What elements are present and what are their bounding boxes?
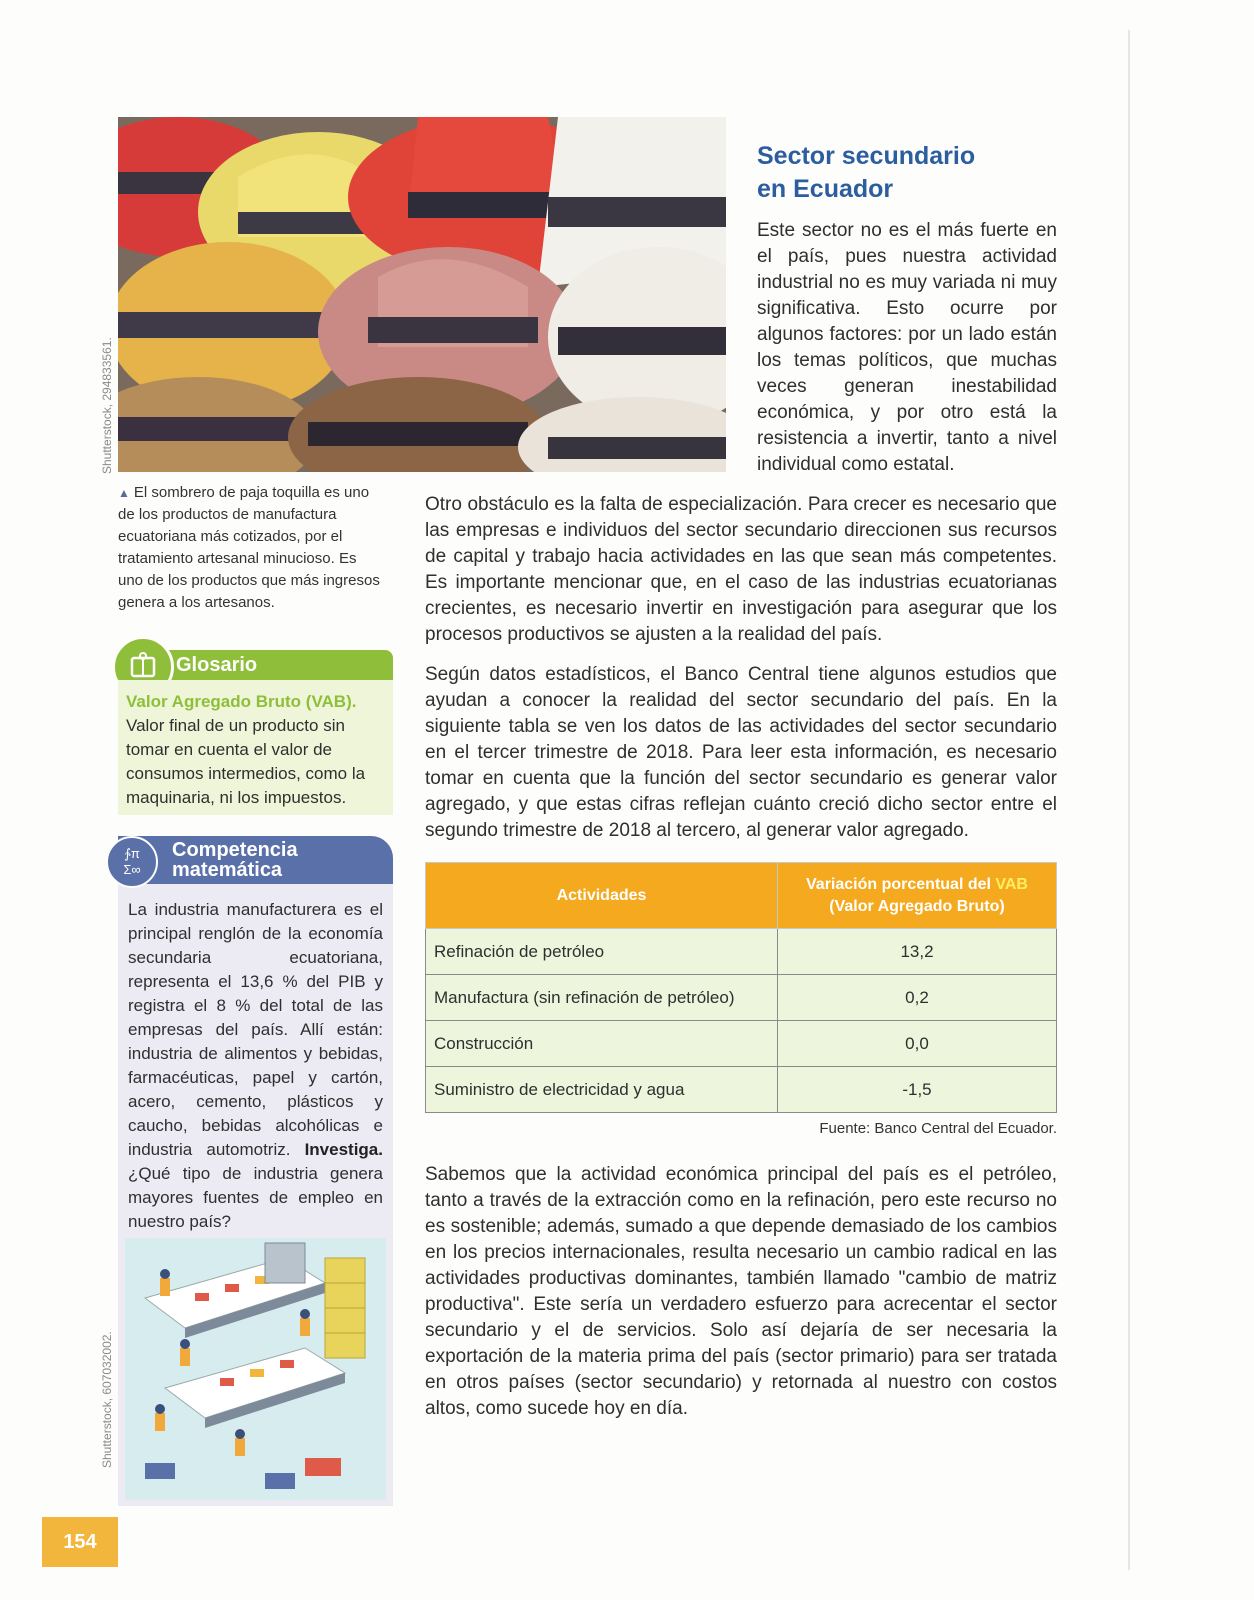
caption-triangle-icon: ▲ [118,486,130,500]
glossary-body [118,680,393,815]
page-number: 154 [42,1517,118,1567]
competencia-title: Competencia matemática [172,839,298,881]
glossary-definition: Valor final de un producto sin tomar en cuenta el valor de consumos intermedios, como la maquinaria, ni los impuestos. [126,716,366,807]
vab-table [425,862,1057,1113]
table-row [426,929,1057,975]
page-edge-line [1128,30,1130,1570]
paragraph-1: Este sector no es el más fuerte en el país, pues nuestra actividad industrial no es muy variada ni muy significativa. Esto ocurre por algunos factores: por un lado están los temas políticos, que muchas veces generan inestabilidad económica, y por otro está la resistencia a invertir, tanto a nivel individual como estatal. [757,220,1057,475]
activity-cell: Refinación de petróleo [426,929,778,975]
math-symbols-icon: ∱π Σ∞ [106,836,158,888]
competencia-text: La industria manufacturera es el principal renglón de la economía secundaria ecuatoriana, representa el 13,6 % del PIB y registra el 8 % del total de las empresas del país. Allí están: industria de alimentos y bebidas, farmacéuticas, papel y cartón, acero, cemento, plásticos y caucho, bebidas alcohólicas e industria automotriz. Investiga. ¿Qué tipo de industria genera mayores fuentes de empleo en nuestro país? [128,900,383,1231]
table-header-row [426,863,1057,929]
hats-photo [118,117,726,472]
value-cell: 0,0 [778,1021,1057,1067]
header-activities: Actividades [426,863,778,929]
value-cell: -1,5 [778,1067,1057,1113]
paragraph-4: Sabemos que la actividad económica principal del país es el petróleo, tanto a través de la extracción como en la refinación, pero este recurso no es sostenible; además, sumado a que depende demasiado de los cambios en los precios internacionales, resulta necesario un cambio radical en las actividades productivas dominantes, también llamado "cambio de matriz productiva". Este sería un verdadero esfuerzo para acrecentar el sector secundario y el de servicios. Solo así dejaría de ser necesaria la exportación de la materia prima del país (sector primario) para ser tratada en otros países (sector secundario) y retornada al nuestro con costos altos, como sucede hoy en día. [425,1164,1057,1419]
table-row [426,975,1057,1021]
header-variation: Variación porcentual del VAB (Valor Agregado Bruto) [778,863,1057,929]
competencia-question: ¿Qué tipo de industria genera mayores fuentes de empleo en nuestro país? [128,1164,383,1231]
activity-cell: Suministro de electricidad y agua [426,1067,778,1113]
value-cell: 0,2 [778,975,1057,1021]
table-row [426,1067,1057,1113]
table-row [426,1021,1057,1067]
photo-credit-bottom: Shutterstock, 607032002. [100,1331,114,1468]
paragraph-2: Otro obstáculo es la falta de especialización. Para crecer es necesario que las empresas e individuos del sector secundario direccionen sus recursos de capital y trabajo hacia actividades en las que sean más competentes. Es importante mencionar que, en el caso de las industrias ecuatorianas crecientes, es necesario invertir en investigación para asegurar que los procesos productivos se ajusten a la realidad del país. [425,494,1057,645]
activity-cell: Construcción [426,1021,778,1067]
photo-credit-top: Shutterstock, 294833561. [100,337,114,474]
section-title [757,140,1087,206]
glossary-term: Valor Agregado Bruto (VAB). [126,692,357,711]
investiga-label: Investiga. [304,1140,383,1159]
paragraph-3: Según datos estadísticos, el Banco Central tiene algunos estudios que ayudan a conocer la realidad del sector secundario del país. En la siguiente tabla se ven los datos de las actividades del sector secundario en el tercer trimestre de 2018. Para leer esta información, es necesario tomar en cuenta que la función del sector secundario es generar valor agregado, y que estas cifras reflejan cuánto creció dicho sector entre el segundo trimestre de 2018 al tercero, al generar valor agregado. [425,664,1057,841]
photo-caption: ▲ El sombrero de paja toquilla es uno de los productos de manufactura ecuatoriana más cotizados, por el tratamiento artesanal minucioso. Es uno de los productos que más ingresos genera a los artesanos. [118,484,380,611]
table-source: Fuente: Banco Central del Ecuador. [819,1120,1057,1137]
section-title-line1: Sector secundario [757,142,976,170]
glossary-title: Glosario [176,654,258,676]
activity-cell: Manufactura (sin refinación de petróleo) [426,975,778,1021]
factory-illustration [125,1238,386,1500]
value-cell: 13,2 [778,929,1057,975]
section-title-line2: en Ecuador [757,175,894,203]
